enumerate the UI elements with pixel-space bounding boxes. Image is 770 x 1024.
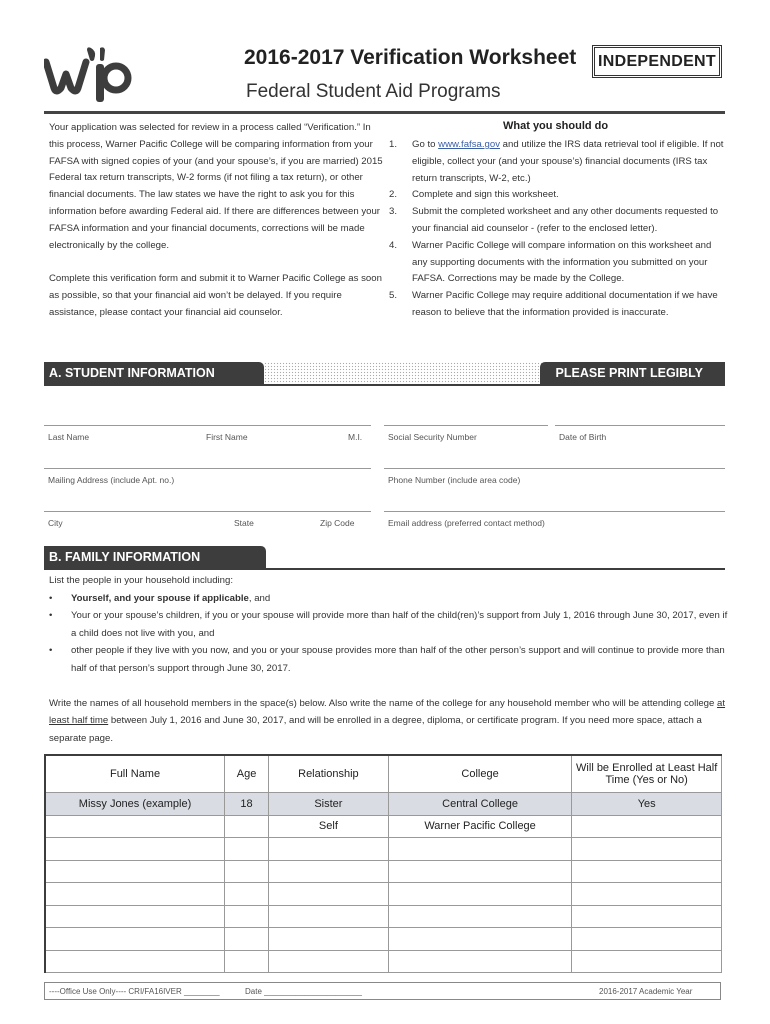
table-cell[interactable]	[572, 815, 722, 838]
fafsa-link[interactable]: www.fafsa.gov	[438, 139, 500, 150]
bullet-text	[71, 590, 729, 608]
table-cell[interactable]	[225, 815, 269, 838]
page-title: 2016-2017 Verification Worksheet	[244, 46, 577, 69]
email-line[interactable]	[384, 511, 725, 512]
table-cell[interactable]	[225, 950, 269, 973]
academic-year-label: 2016-2017 Academic Year	[599, 987, 693, 996]
table-cell[interactable]	[572, 950, 722, 973]
table-cell[interactable]	[269, 883, 389, 906]
step-number: 5.	[389, 290, 398, 302]
page-subtitle: Federal Student Aid Programs	[246, 81, 501, 102]
what-you-should-do-heading: What you should do	[503, 120, 609, 132]
step-number: 1.	[389, 139, 398, 150]
table-cell[interactable]	[225, 838, 269, 861]
table-cell[interactable]	[269, 950, 389, 973]
table-cell[interactable]	[572, 928, 722, 951]
bullet-text: other people if they live with you now, and you or your spouse provides more than half of the other person’s support and will continue to provide more than half of that person’s support through June 30, 2017.	[71, 645, 725, 674]
table-cell[interactable]	[572, 838, 722, 861]
table-cell[interactable]	[388, 928, 572, 951]
step-text-part: Go to	[412, 139, 439, 150]
table-cell: Sister	[269, 793, 389, 816]
table-cell[interactable]	[388, 950, 572, 973]
section-b-rule	[44, 568, 725, 570]
step-4	[389, 238, 725, 288]
bullet-rest: , and	[248, 592, 271, 604]
phone-label: Phone Number (include area code)	[388, 475, 521, 485]
office-date-label: Date ______________________	[245, 987, 363, 996]
col-full-name: Full Name	[45, 755, 225, 793]
family-instructions	[49, 572, 729, 747]
wp-logo	[44, 46, 136, 104]
email-label: Email address (preferred contact method)	[388, 518, 545, 528]
table-cell[interactable]	[45, 905, 225, 928]
table-cell[interactable]	[269, 838, 389, 861]
table-row	[45, 883, 722, 906]
table-cell[interactable]	[388, 860, 572, 883]
table-cell[interactable]	[388, 883, 572, 906]
bullet-children	[49, 607, 729, 642]
ssn-label: Social Security Number	[388, 432, 477, 442]
ssn-line[interactable]	[384, 425, 548, 426]
instr-part: Write the names of all household members in the space(s) below. Also write the name of the college for any household member who will be attending college	[49, 697, 718, 709]
step-2	[389, 187, 725, 204]
table-cell[interactable]	[572, 860, 722, 883]
steps-list	[389, 137, 725, 322]
step-number: 3.	[389, 206, 398, 218]
step-number: 2.	[389, 189, 398, 201]
step-text: Submit the completed worksheet and any other documents requested to your financial aid counselor - (refer to the enclosed letter).	[412, 206, 719, 234]
dob-label: Date of Birth	[559, 432, 607, 442]
household-table-body	[45, 793, 722, 973]
col-relationship: Relationship	[269, 755, 389, 793]
instr-part: between July 1, 2016 and June 30, 2017, and will be enrolled in a degree, diploma, or certificate program. If you need more space, attach a separate page.	[49, 715, 702, 744]
table-cell[interactable]	[269, 928, 389, 951]
name-line[interactable]	[44, 425, 371, 426]
intro-text	[49, 120, 385, 322]
intro-paragraph-2: Complete this verification form and submit it to Warner Pacific College as soon as possible, so that your financial aid won’t be delayed. If you require assistance, please contact your financial aid counselor.	[49, 273, 382, 318]
table-row	[45, 838, 722, 861]
wp-logo-mark	[44, 46, 136, 104]
table-cell: Yes	[572, 793, 722, 816]
section-a-rule	[44, 384, 725, 386]
table-cell[interactable]	[225, 860, 269, 883]
table-cell[interactable]: Warner Pacific College	[388, 815, 572, 838]
city-state-zip-line[interactable]	[44, 511, 371, 512]
table-row	[45, 950, 722, 973]
col-college: College	[388, 755, 572, 793]
dob-line[interactable]	[555, 425, 725, 426]
bullet-dot: •	[49, 592, 53, 604]
independent-badge: INDEPENDENT	[592, 45, 722, 78]
first-name-label: First Name	[206, 432, 248, 442]
table-cell[interactable]	[225, 905, 269, 928]
household-instructions	[49, 695, 729, 748]
step-number: 4.	[389, 239, 398, 251]
table-cell: Missy Jones (example)	[45, 793, 225, 816]
phone-line[interactable]	[384, 468, 725, 469]
table-cell[interactable]	[45, 950, 225, 973]
table-row	[45, 860, 722, 883]
step-text	[412, 137, 725, 187]
table-cell[interactable]: Self	[269, 815, 389, 838]
bullet-text: Your or your spouse’s children, if you or your spouse will provide more than half of the child(ren)’s support from July 1, 2016 through June 30, 2017, even if a child does not live with you, and	[71, 610, 728, 639]
table-cell[interactable]	[572, 883, 722, 906]
table-row	[45, 815, 722, 838]
section-b-title: B. FAMILY INFORMATION	[44, 546, 266, 568]
table-cell[interactable]	[269, 860, 389, 883]
state-label: State	[234, 518, 254, 528]
table-cell[interactable]	[45, 838, 225, 861]
table-cell[interactable]	[388, 905, 572, 928]
table-cell[interactable]	[45, 815, 225, 838]
table-cell[interactable]	[269, 905, 389, 928]
table-cell[interactable]	[225, 883, 269, 906]
table-cell: 18	[225, 793, 269, 816]
col-age: Age	[225, 755, 269, 793]
table-cell[interactable]	[572, 905, 722, 928]
intro-paragraph-1: Your application was selected for review in a process called “Verification.” In this process, Warner Pacific College will be comparing information from your FAFSA with signed copies of your (and your spouse’s, if you are married) 2015 Federal tax return transcripts, W-2 forms (if not filing a tax return), or other financial documents. The law states we have the right to ask you for this information before awarding Federal aid. If there are differences between your FAFSA information and your financial documents, corrections will be made electronically by the college.	[49, 122, 383, 251]
print-legibly-note: PLEASE PRINT LEGIBLY	[540, 362, 725, 384]
section-a-dotted-fill	[264, 362, 542, 384]
section-a-title: A. STUDENT INFORMATION	[44, 362, 264, 384]
bullet-others	[49, 642, 729, 677]
city-label: City	[48, 518, 63, 528]
table-row	[45, 928, 722, 951]
table-row	[45, 905, 722, 928]
table-cell[interactable]	[45, 928, 225, 951]
example-row	[45, 793, 722, 816]
table-cell[interactable]	[225, 928, 269, 951]
step-1	[389, 137, 725, 187]
table-header-row	[45, 755, 722, 793]
step-text-part: and utilize the IRS data retrieval tool if eligible. If not eligible, collect your (and your spouse’s) financial documents (IRS tax return transcripts, W-2, etc.)	[412, 139, 724, 184]
mailing-address-line[interactable]	[44, 468, 371, 469]
bullet-dot: •	[49, 610, 53, 621]
header-divider	[44, 111, 725, 114]
half-time-underlined: at least half time	[49, 697, 726, 726]
table-cell[interactable]	[45, 883, 225, 906]
bullet-dot: •	[49, 645, 53, 656]
zip-label: Zip Code	[320, 518, 355, 528]
mi-label: M.I.	[348, 432, 363, 442]
step-5	[389, 288, 725, 322]
col-half-time: Will be Enrolled at Least Half Time (Yes or No)	[572, 755, 722, 793]
step-text: Warner Pacific College may require additional documentation if we have reason to believe that the information provided is inaccurate.	[412, 290, 718, 318]
family-lead: List the people in your household including:	[49, 575, 234, 586]
mailing-address-label: Mailing Address (include Apt. no.)	[48, 475, 175, 485]
household-table	[44, 754, 722, 973]
table-cell[interactable]	[388, 838, 572, 861]
table-cell[interactable]	[45, 860, 225, 883]
step-text: Warner Pacific College will compare information on this worksheet and any supporting documents with the information you submitted on your FAFSA. Corrections may be made by the College.	[412, 239, 712, 285]
step-3	[389, 204, 725, 238]
office-use-footer	[44, 982, 721, 1000]
step-text: Complete and sign this worksheet.	[412, 189, 559, 201]
office-use-label: ----Office Use Only---- CRI/FA16IVER ________	[49, 987, 220, 996]
last-name-label: Last Name	[48, 432, 90, 442]
bullet-self	[49, 590, 729, 608]
bullet-bold: Yourself, and your spouse if applicable	[71, 592, 249, 604]
table-cell: Central College	[388, 793, 572, 816]
